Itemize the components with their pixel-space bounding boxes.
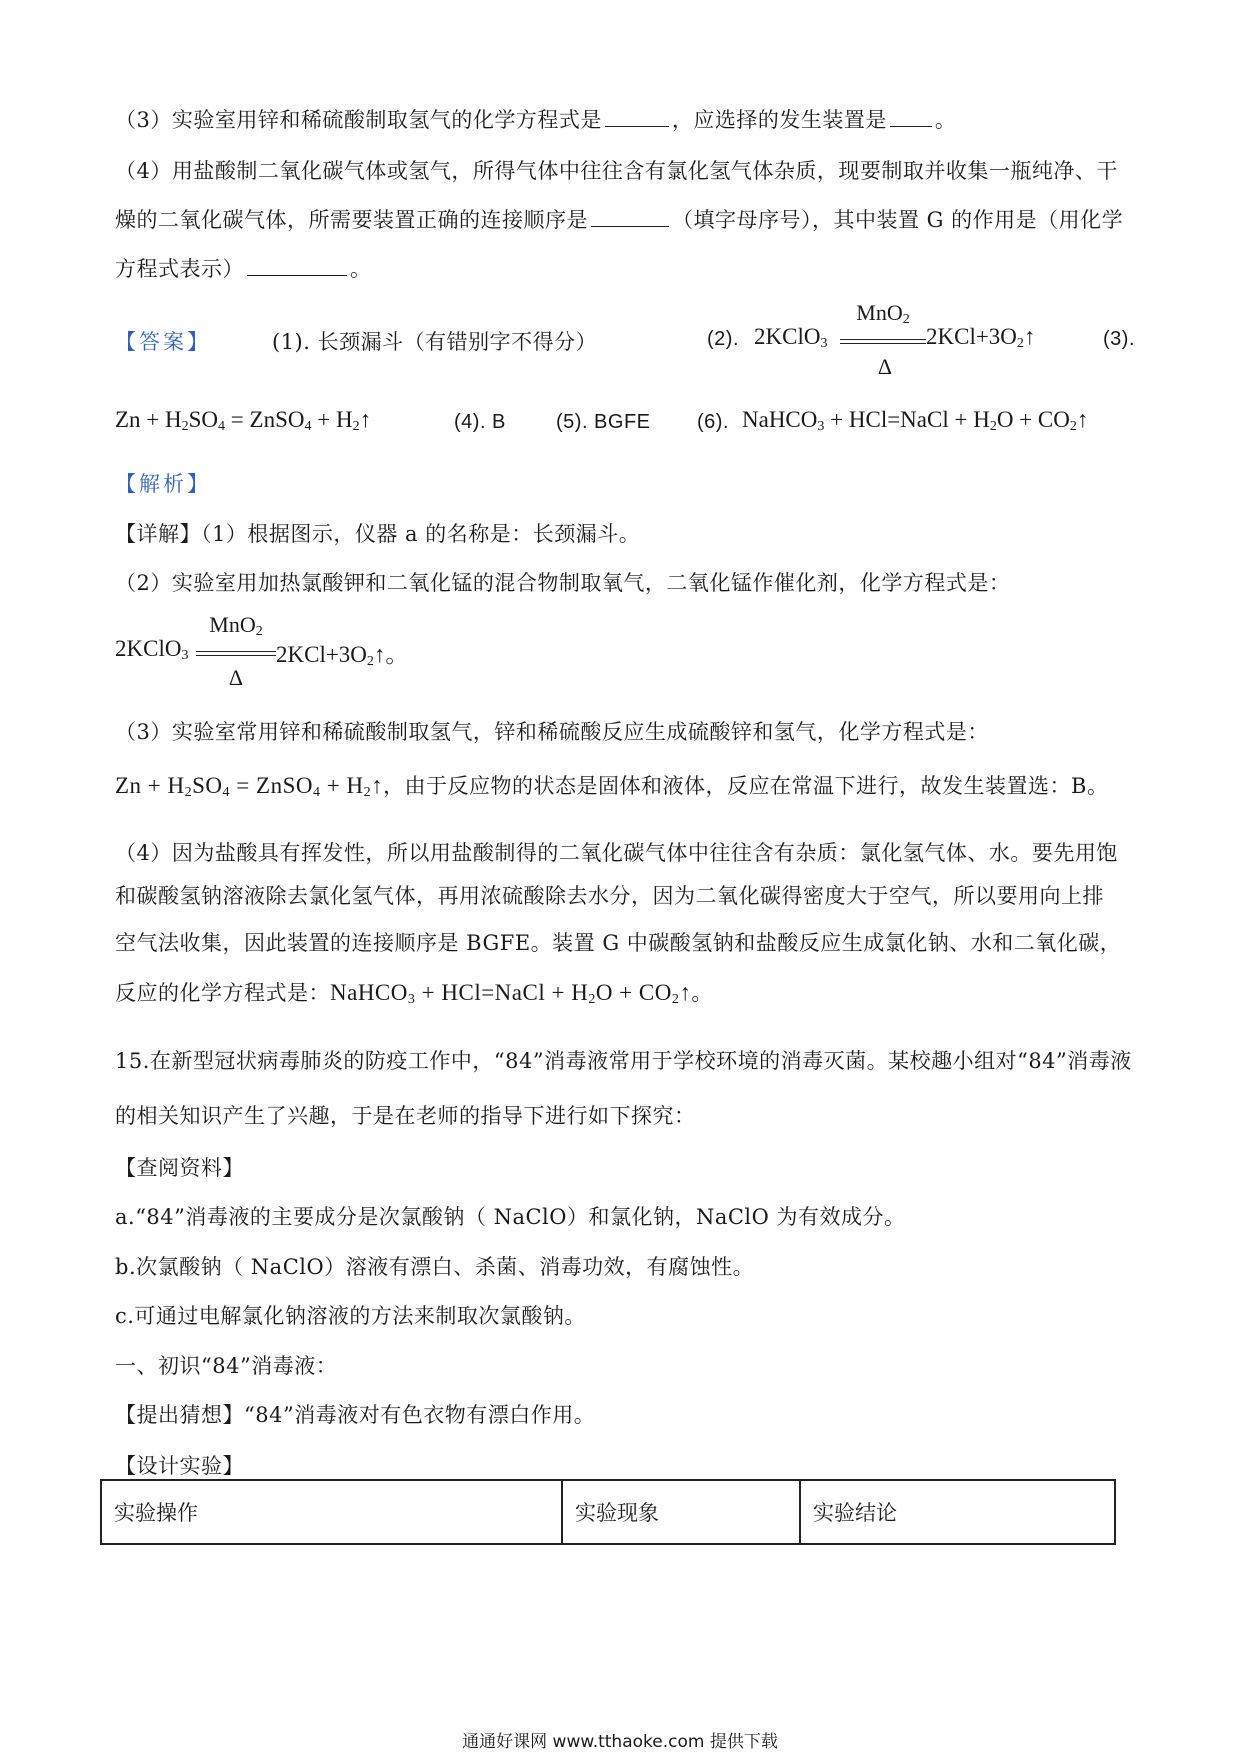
analysis-detail-4-line-1: （4）因为盐酸具有挥发性，所以用盐酸制得的二氧化碳气体中往往含有杂质：氯化氢气体、水。要先用饱 xyxy=(115,841,1118,865)
answer-4: (4). B xyxy=(454,411,506,433)
reference-heading: 【查阅资料】 xyxy=(115,1156,244,1180)
design-heading: 【设计实验】 xyxy=(115,1454,244,1478)
reference-c: c.可通过电解氯化钠溶液的方法来制取次氯酸钠。 xyxy=(115,1304,586,1328)
answer-label: 【答案】 xyxy=(115,330,211,354)
section-1-heading: 一、初识“84”消毒液： xyxy=(115,1354,338,1378)
gas-arrow-icon: ↑ xyxy=(371,773,384,798)
analysis-detail-3: （3）实验室常用锌和稀硫酸制取氢气，锌和稀硫酸反应生成硫酸锌和氢气，化学方程式是： xyxy=(115,720,989,744)
answer-blank xyxy=(247,257,347,276)
reference-a: a.“84”消毒液的主要成分是次氯酸钠（ NaClO）和氯化钠，NaClO 为有效成分。 xyxy=(115,1205,906,1229)
zn-equation: $Zn + H_2SO_4$ = ZnSO$_4$ + $H_2↑$ xyxy=(115,407,372,434)
answer-blank xyxy=(591,208,669,227)
hypothesis: 【提出猜想】“84”消毒液对有色衣物有漂白作用。 xyxy=(115,1403,596,1427)
answer-6-number: (6). xyxy=(697,411,729,433)
equation-reactant: 2KClO$_3$ xyxy=(115,636,189,663)
table-header-cell: 实验结论 xyxy=(800,1480,1115,1544)
analysis-detail-4-line-4: 反应的化学方程式是：NaHCO$_3$ + HCl=NaCl + $H_2O$ + $CO_2↑$。 xyxy=(115,980,713,1007)
table-header-cell: 实验现象 xyxy=(562,1480,800,1544)
nahco3-equation: NaHCO$_3$ + HCl=NaCl + $H_2O$ + $CO_2↑$ xyxy=(742,407,1089,434)
question-4-line-3 xyxy=(115,253,372,283)
reference-b: b.次氯酸钠（ NaClO）溶液有漂白、杀菌、消毒功效，有腐蚀性。 xyxy=(115,1255,755,1279)
answer-1: (1). 长颈漏斗（有错别字不得分） xyxy=(272,330,598,354)
zn-equation: $Zn + H_2SO_4$ = ZnSO$_4$ + $H_2↑$ xyxy=(115,773,384,800)
analysis-detail-2: （2）实验室用加热氯酸钾和二氧化锰的混合物制取氧气，二氧化锰作催化剂，化学方程式是： xyxy=(115,571,1011,595)
experiment-table xyxy=(100,1479,1116,1545)
reaction-equals-sign xyxy=(196,651,276,656)
question-15-line-2: 的相关知识产生了兴趣，于是在老师的指导下进行如下探究： xyxy=(115,1104,696,1128)
q4-text-c: 方程式表示） xyxy=(115,257,244,281)
gas-arrow-icon: ↑ xyxy=(359,407,372,432)
table-header-cell: 实验操作 xyxy=(101,1480,562,1544)
gas-arrow-icon: ↑ xyxy=(373,642,386,667)
q3-text-c: 。 xyxy=(934,108,957,132)
gas-arrow-icon: ↑ xyxy=(1023,324,1036,349)
question-4-line-1: （4）用盐酸制二氧化碳气体或氢气，所得气体中往往含有氯化氢气体杂质，现要制取并收集一瓶纯净、干 xyxy=(115,159,1118,183)
analysis-detail-4-line-3: 空气法收集，因此装置的连接顺序是 BGFE。装置 G 中碳酸氢钠和盐酸反应生成氯化钠、水和二氧化碳， xyxy=(115,931,1122,955)
answer-5: (5). BGFE xyxy=(556,411,651,433)
q3-text: （3）实验室用锌和稀硫酸制取氢气的化学方程式是 xyxy=(115,108,602,132)
q4-text: 燥的二氧化碳气体，所需要装置正确的连接顺序是 xyxy=(115,208,588,232)
answer-2-number: (2). xyxy=(707,328,739,350)
question-15-line-1: 15.在新型冠状病毒肺炎的防疫工作中，“84”消毒液常用于学校环境的消毒灭菌。某校趣小组对“84”消毒液 xyxy=(115,1049,1132,1073)
q4-text-b: （填字母序号），其中装置 G 的作用是（用化学 xyxy=(672,208,1124,232)
analysis-label: 【解析】 xyxy=(115,472,211,496)
answer-3-number: (3). xyxy=(1103,328,1135,350)
question-3 xyxy=(115,104,956,134)
answer-blank xyxy=(890,108,932,127)
q3-text-b: ，应选择的发生装置是 xyxy=(671,108,887,132)
catalyst-label: MnO$_2$ xyxy=(856,300,910,327)
equation-product: $2KCl+3O_2↑$。 xyxy=(276,642,409,669)
page-footer: 通通好课网 www.tthaoke.com 提供下载 xyxy=(462,1732,778,1752)
q4-text-d: 。 xyxy=(350,257,372,281)
question-4-line-2 xyxy=(115,204,1123,234)
equation-product: $2KCl+3O_2↑$ xyxy=(926,324,1036,351)
reaction-equals-sign xyxy=(840,339,926,344)
answer-blank xyxy=(605,108,669,127)
analysis-detail-3b: $Zn + H_2SO_4$ = ZnSO$_4$ + $H_2↑$，由于反应物的状态是固体和液体，反应在常温下进行，故发生装置选：B。 xyxy=(115,773,1109,800)
heat-symbol: Δ xyxy=(877,354,893,379)
gas-arrow-icon: ↑ xyxy=(679,980,692,1005)
analysis-detail-1: 【详解】（1）根据图示，仪器 a 的名称是：长颈漏斗。 xyxy=(115,522,641,546)
nahco3-equation: NaHCO$_3$ + HCl=NaCl + $H_2O$ + $CO_2↑$ xyxy=(330,980,692,1007)
gas-arrow-icon: ↑ xyxy=(1076,407,1089,432)
analysis-detail-4-line-2: 和碳酸氢钠溶液除去氯化氢气体，再用浓硫酸除去水分，因为二氧化碳得密度大于空气，所以要用向上排 xyxy=(115,884,1104,908)
heat-symbol: Δ xyxy=(228,665,244,690)
table-header-row xyxy=(101,1480,1115,1544)
equation-reactant: 2KClO$_3$ xyxy=(754,324,828,351)
catalyst-label: MnO$_2$ xyxy=(209,612,263,639)
